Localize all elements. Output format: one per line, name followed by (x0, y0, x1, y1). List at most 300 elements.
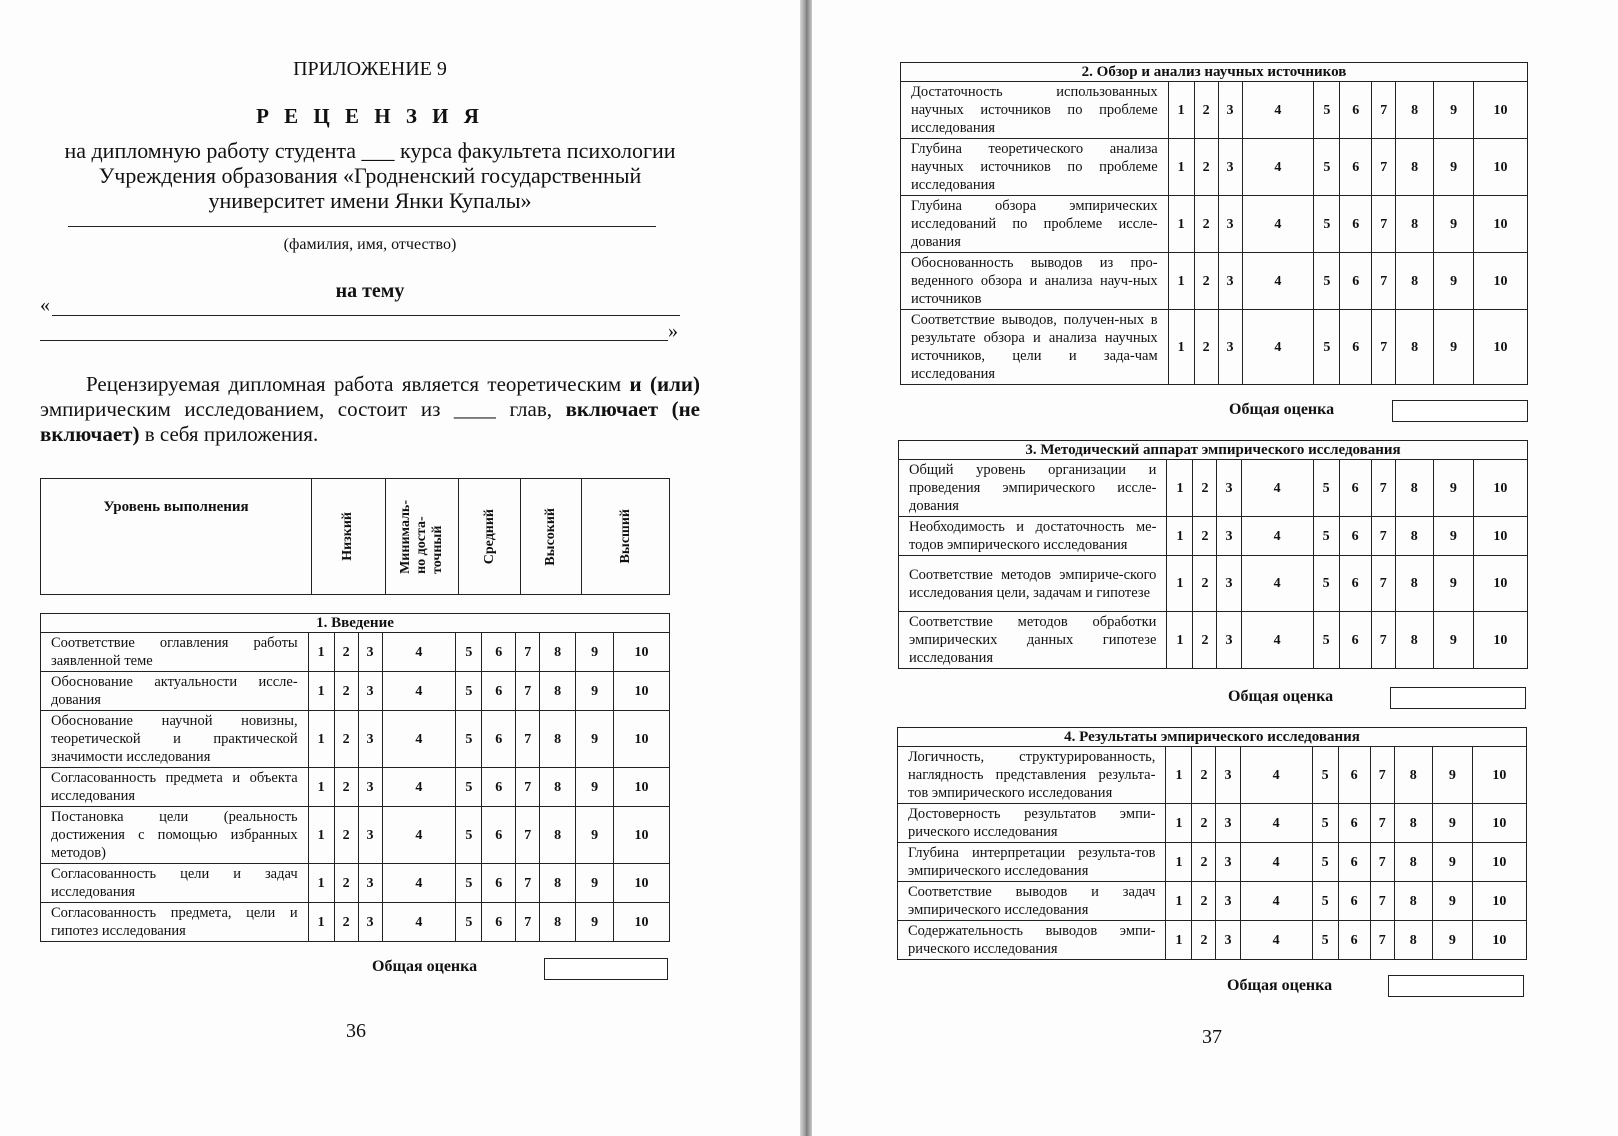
score-option-10[interactable]: 10 (1472, 921, 1526, 960)
criterion-row (898, 882, 1527, 921)
score-option-4[interactable]: 4 (1242, 196, 1314, 253)
score-option-10[interactable]: 10 (1473, 460, 1527, 517)
score-option-1[interactable]: 1 (1166, 882, 1192, 921)
score-option-2[interactable]: 2 (334, 633, 358, 672)
score-option-6[interactable]: 6 (1340, 253, 1372, 310)
total-score-box[interactable] (1390, 687, 1526, 709)
score-option-4[interactable]: 4 (1240, 882, 1312, 921)
criterion-row (899, 612, 1528, 669)
score-option-2[interactable]: 2 (1193, 612, 1217, 669)
score-option-3[interactable]: 3 (1217, 517, 1241, 556)
score-option-10[interactable]: 10 (614, 768, 670, 807)
score-option-9[interactable]: 9 (576, 672, 614, 711)
score-option-4[interactable]: 4 (1240, 747, 1312, 804)
score-option-9[interactable]: 9 (576, 711, 614, 768)
score-option-10[interactable]: 10 (1472, 747, 1526, 804)
total-score-box[interactable] (1392, 400, 1528, 422)
score-option-3[interactable]: 3 (358, 711, 382, 768)
score-option-9[interactable]: 9 (1432, 882, 1472, 921)
score-option-3[interactable]: 3 (358, 864, 382, 903)
score-option-6[interactable]: 6 (1338, 747, 1370, 804)
score-option-1[interactable]: 1 (308, 864, 334, 903)
section-title: 3. Методический аппарат эмпирического исследования (899, 441, 1528, 460)
score-option-8[interactable]: 8 (1395, 556, 1433, 612)
section3-table (898, 440, 1528, 669)
score-option-8[interactable]: 8 (1396, 196, 1434, 253)
criterion-row (899, 517, 1528, 556)
score-option-9[interactable]: 9 (1433, 556, 1473, 612)
score-option-2[interactable]: 2 (1192, 747, 1216, 804)
criterion-label: Согласованность предмета, цели и гипотез исследования (41, 903, 309, 942)
name-underline (68, 226, 656, 227)
score-option-2[interactable]: 2 (334, 807, 358, 864)
score-option-4[interactable]: 4 (382, 903, 456, 942)
score-option-1[interactable]: 1 (308, 768, 334, 807)
level-cell (312, 479, 386, 595)
score-option-8[interactable]: 8 (540, 711, 576, 768)
score-option-9[interactable]: 9 (576, 768, 614, 807)
score-option-8[interactable]: 8 (1395, 517, 1433, 556)
criterion-label: Достаточность использованных научных источников по проблеме исследования (901, 82, 1169, 139)
score-option-8[interactable]: 8 (540, 864, 576, 903)
score-option-5[interactable]: 5 (456, 807, 482, 864)
score-option-3[interactable]: 3 (1217, 556, 1241, 612)
score-option-10[interactable]: 10 (614, 633, 670, 672)
score-option-3[interactable]: 3 (1216, 843, 1240, 882)
score-option-2[interactable]: 2 (334, 711, 358, 768)
score-option-2[interactable]: 2 (1194, 310, 1218, 385)
criterion-label: Обоснование научной новизны, теоретической и практической значимости исследования (41, 711, 309, 768)
score-option-7[interactable]: 7 (1372, 82, 1396, 139)
criterion-row (41, 768, 670, 807)
score-option-10[interactable]: 10 (1472, 804, 1526, 843)
score-option-1[interactable]: 1 (1167, 460, 1193, 517)
score-option-3[interactable]: 3 (358, 807, 382, 864)
criterion-label: Соответствие методов обработки эмпирических данных гипотезе исследования (899, 612, 1167, 669)
score-option-8[interactable]: 8 (1395, 612, 1433, 669)
score-option-4[interactable]: 4 (1241, 517, 1313, 556)
document-title: Р Е Ц Е Н З И Я (256, 104, 484, 128)
score-option-1[interactable]: 1 (1168, 196, 1194, 253)
score-option-1[interactable]: 1 (1166, 804, 1192, 843)
score-option-3[interactable]: 3 (358, 633, 382, 672)
score-option-5[interactable]: 5 (1314, 82, 1340, 139)
score-option-8[interactable]: 8 (540, 768, 576, 807)
score-option-7[interactable]: 7 (1371, 460, 1395, 517)
intro-bold: и (или) (629, 372, 700, 396)
close-quote: » (668, 320, 678, 342)
score-option-1[interactable]: 1 (1168, 253, 1194, 310)
score-option-2[interactable]: 2 (1194, 82, 1218, 139)
criterion-row (901, 253, 1528, 310)
score-option-4[interactable]: 4 (382, 672, 456, 711)
score-option-4[interactable]: 4 (382, 807, 456, 864)
intro-text: эмпирическим исследованием, состоит из ____ глав, (40, 397, 566, 421)
score-option-2[interactable]: 2 (1194, 139, 1218, 196)
score-option-3[interactable]: 3 (1217, 460, 1241, 517)
score-option-4[interactable]: 4 (1241, 556, 1313, 612)
score-option-1[interactable]: 1 (308, 807, 334, 864)
score-option-10[interactable]: 10 (1473, 517, 1527, 556)
document-subtitle (20, 138, 720, 213)
score-option-4[interactable]: 4 (1242, 253, 1314, 310)
score-option-8[interactable]: 8 (1396, 310, 1434, 385)
section2-table (900, 62, 1528, 385)
score-option-6[interactable]: 6 (1340, 139, 1372, 196)
section4-table (897, 727, 1527, 960)
score-option-2[interactable]: 2 (1192, 882, 1216, 921)
intro-bold: включает (не включает) (40, 397, 700, 446)
score-option-7[interactable]: 7 (1370, 747, 1394, 804)
score-option-6[interactable]: 6 (482, 711, 516, 768)
criterion-row (41, 903, 670, 942)
intro-paragraph (40, 372, 700, 447)
criterion-label: Обоснованность выводов из про-веденного обзора и анализа науч-ных источников (901, 253, 1169, 310)
score-option-8[interactable]: 8 (540, 903, 576, 942)
score-option-4[interactable]: 4 (1240, 804, 1312, 843)
score-option-9[interactable]: 9 (1434, 253, 1474, 310)
score-option-5[interactable]: 5 (456, 711, 482, 768)
score-option-7[interactable]: 7 (1370, 804, 1394, 843)
score-option-10[interactable]: 10 (1472, 843, 1526, 882)
score-option-6[interactable]: 6 (482, 672, 516, 711)
name-caption: (фамилия, имя, отчество) (283, 236, 457, 253)
score-option-2[interactable]: 2 (1193, 556, 1217, 612)
score-option-1[interactable]: 1 (1167, 556, 1193, 612)
levels-header-label: Уровень выполнения (41, 479, 312, 595)
score-option-2[interactable]: 2 (334, 903, 358, 942)
score-option-2[interactable]: 2 (1192, 804, 1216, 843)
score-option-7[interactable]: 7 (1371, 517, 1395, 556)
score-option-7[interactable]: 7 (1370, 843, 1394, 882)
score-option-10[interactable]: 10 (1473, 612, 1527, 669)
score-option-9[interactable]: 9 (1434, 310, 1474, 385)
criterion-row (41, 711, 670, 768)
criterion-row (898, 921, 1527, 960)
level-name: Высокий (543, 507, 559, 566)
section-title: 4. Результаты эмпирического исследования (898, 728, 1527, 747)
score-option-9[interactable]: 9 (576, 864, 614, 903)
score-option-1[interactable]: 1 (308, 633, 334, 672)
score-option-9[interactable]: 9 (1434, 82, 1474, 139)
score-option-9[interactable]: 9 (1432, 747, 1472, 804)
score-option-6[interactable]: 6 (482, 903, 516, 942)
score-option-8[interactable]: 8 (1394, 882, 1432, 921)
score-option-6[interactable]: 6 (1338, 921, 1370, 960)
score-option-2[interactable]: 2 (334, 768, 358, 807)
criterion-label: Обоснование актуальности иссле-дования (41, 672, 309, 711)
score-option-1[interactable]: 1 (1168, 82, 1194, 139)
score-option-5[interactable]: 5 (1312, 747, 1338, 804)
score-option-5[interactable]: 5 (1312, 882, 1338, 921)
total-label: Общая оценка (372, 958, 478, 975)
score-option-10[interactable]: 10 (614, 864, 670, 903)
topic-label: на тему (335, 280, 405, 302)
score-option-4[interactable]: 4 (1242, 82, 1314, 139)
score-option-6[interactable]: 6 (1340, 196, 1372, 253)
topic-underline-1 (52, 315, 680, 316)
score-option-2[interactable]: 2 (1194, 253, 1218, 310)
score-option-10[interactable]: 10 (1474, 82, 1528, 139)
score-option-2[interactable]: 2 (1192, 921, 1216, 960)
score-option-1[interactable]: 1 (1166, 747, 1192, 804)
score-option-3[interactable]: 3 (1216, 921, 1240, 960)
section1-table (40, 613, 670, 942)
score-option-2[interactable]: 2 (334, 864, 358, 903)
score-option-5[interactable]: 5 (1312, 921, 1338, 960)
criterion-row (901, 139, 1528, 196)
score-option-2[interactable]: 2 (1193, 517, 1217, 556)
level-cell (385, 479, 459, 595)
score-option-10[interactable]: 10 (1473, 556, 1527, 612)
criterion-label: Соответствие выводов и задач эмпирического исследования (898, 882, 1166, 921)
score-option-6[interactable]: 6 (1340, 82, 1372, 139)
score-option-3[interactable]: 3 (1218, 139, 1242, 196)
score-option-7[interactable]: 7 (1370, 882, 1394, 921)
score-option-5[interactable]: 5 (1314, 310, 1340, 385)
score-option-8[interactable]: 8 (540, 633, 576, 672)
score-option-5[interactable]: 5 (456, 672, 482, 711)
score-option-3[interactable]: 3 (1218, 82, 1242, 139)
score-option-4[interactable]: 4 (1240, 921, 1312, 960)
score-option-3[interactable]: 3 (1218, 310, 1242, 385)
score-option-7[interactable]: 7 (1372, 196, 1396, 253)
criterion-row (41, 864, 670, 903)
score-option-8[interactable]: 8 (1394, 843, 1432, 882)
level-name: Минималь- но доста- точный (398, 499, 445, 574)
score-option-8[interactable]: 8 (1396, 139, 1434, 196)
level-cell (582, 479, 670, 595)
criterion-label: Глубина интерпретации результа-тов эмпирического исследования (898, 843, 1166, 882)
score-option-9[interactable]: 9 (1432, 804, 1472, 843)
level-name: Низкий (340, 512, 356, 561)
score-option-5[interactable]: 5 (1314, 139, 1340, 196)
score-option-5[interactable]: 5 (456, 903, 482, 942)
criterion-row (901, 310, 1528, 385)
score-option-3[interactable]: 3 (358, 672, 382, 711)
score-option-1[interactable]: 1 (308, 903, 334, 942)
total-score-box[interactable] (1388, 975, 1524, 997)
score-option-5[interactable]: 5 (1312, 843, 1338, 882)
score-option-7[interactable]: 7 (516, 711, 540, 768)
score-option-5[interactable]: 5 (1313, 612, 1339, 669)
criterion-label: Постановка цели (реальность достижения с помощью избранных методов) (41, 807, 309, 864)
score-option-9[interactable]: 9 (1433, 460, 1473, 517)
score-option-2[interactable]: 2 (1193, 460, 1217, 517)
score-option-7[interactable]: 7 (1372, 139, 1396, 196)
intro-text: Рецензируемая дипломная работа является теоретическим (86, 372, 630, 396)
score-option-9[interactable]: 9 (1433, 612, 1473, 669)
score-option-4[interactable]: 4 (382, 768, 456, 807)
criterion-label: Содержательность выводов эмпи-рического исследования (898, 921, 1166, 960)
score-option-6[interactable]: 6 (482, 807, 516, 864)
score-option-7[interactable]: 7 (1370, 921, 1394, 960)
score-option-10[interactable]: 10 (614, 807, 670, 864)
score-option-7[interactable]: 7 (516, 903, 540, 942)
score-option-3[interactable]: 3 (1216, 882, 1240, 921)
criterion-row (41, 672, 670, 711)
score-option-10[interactable]: 10 (1474, 253, 1528, 310)
score-option-6[interactable]: 6 (482, 768, 516, 807)
score-option-7[interactable]: 7 (1371, 612, 1395, 669)
score-option-7[interactable]: 7 (1371, 556, 1395, 612)
total-label: Общая оценка (1229, 401, 1335, 418)
score-option-5[interactable]: 5 (456, 768, 482, 807)
score-option-8[interactable]: 8 (1394, 747, 1432, 804)
score-option-1[interactable]: 1 (1167, 612, 1193, 669)
score-option-10[interactable]: 10 (614, 903, 670, 942)
score-option-5[interactable]: 5 (1314, 253, 1340, 310)
score-option-4[interactable]: 4 (382, 864, 456, 903)
score-option-1[interactable]: 1 (1168, 310, 1194, 385)
score-option-10[interactable]: 10 (1474, 196, 1528, 253)
criterion-row (899, 556, 1528, 612)
score-option-6[interactable]: 6 (1340, 310, 1372, 385)
score-option-8[interactable]: 8 (540, 672, 576, 711)
level-name: Средний (481, 508, 497, 565)
score-option-4[interactable]: 4 (1240, 843, 1312, 882)
score-option-10[interactable]: 10 (1474, 310, 1528, 385)
subtitle-line: на дипломную работу студента ___ курса факультета психологии (64, 138, 676, 163)
score-option-1[interactable]: 1 (1168, 139, 1194, 196)
criterion-label: Общий уровень организации и проведения эмпирического иссле-дования (899, 460, 1167, 517)
score-option-1[interactable]: 1 (1166, 921, 1192, 960)
criterion-label: Согласованность цели и задач исследования (41, 864, 309, 903)
score-option-5[interactable]: 5 (456, 864, 482, 903)
score-option-9[interactable]: 9 (576, 633, 614, 672)
score-option-9[interactable]: 9 (1434, 196, 1474, 253)
score-option-7[interactable]: 7 (1372, 310, 1396, 385)
criterion-label: Соответствие оглавления работы заявленной теме (41, 633, 309, 672)
score-option-7[interactable]: 7 (516, 633, 540, 672)
score-option-5[interactable]: 5 (1313, 517, 1339, 556)
score-option-8[interactable]: 8 (1394, 804, 1432, 843)
score-option-9[interactable]: 9 (576, 807, 614, 864)
total-score-box[interactable] (544, 958, 668, 980)
left-page (0, 0, 800, 1136)
score-option-3[interactable]: 3 (1216, 747, 1240, 804)
score-option-2[interactable]: 2 (334, 672, 358, 711)
subtitle-line: Учреждения образования «Гродненский государственный (98, 163, 642, 188)
score-option-6[interactable]: 6 (482, 864, 516, 903)
score-option-10[interactable]: 10 (1474, 139, 1528, 196)
subtitle-line: университет имени Янки Купалы» (208, 188, 532, 213)
criterion-row (898, 804, 1527, 843)
page-number: 36 (346, 1020, 366, 1042)
levels-table (40, 478, 670, 595)
score-option-10[interactable]: 10 (614, 672, 670, 711)
score-option-9[interactable]: 9 (1433, 517, 1473, 556)
score-option-4[interactable]: 4 (382, 633, 456, 672)
criterion-row (901, 82, 1528, 139)
score-option-6[interactable]: 6 (1339, 612, 1371, 669)
score-option-6[interactable]: 6 (1338, 843, 1370, 882)
score-option-5[interactable]: 5 (456, 633, 482, 672)
criterion-row (41, 633, 670, 672)
criterion-row (899, 460, 1528, 517)
criterion-row (898, 747, 1527, 804)
score-option-8[interactable]: 8 (1396, 253, 1434, 310)
score-option-5[interactable]: 5 (1314, 196, 1340, 253)
score-option-6[interactable]: 6 (1338, 804, 1370, 843)
score-option-6[interactable]: 6 (1339, 517, 1371, 556)
score-option-4[interactable]: 4 (1242, 139, 1314, 196)
score-option-5[interactable]: 5 (1312, 804, 1338, 843)
score-option-1[interactable]: 1 (1166, 843, 1192, 882)
score-option-4[interactable]: 4 (382, 711, 456, 768)
criterion-label: Достоверность результатов эмпи-рического исследования (898, 804, 1166, 843)
score-option-7[interactable]: 7 (1372, 253, 1396, 310)
level-cell (520, 479, 581, 595)
book-gutter (800, 0, 812, 1136)
intro-text: в себя приложения. (139, 422, 319, 446)
score-option-8[interactable]: 8 (540, 807, 576, 864)
score-option-10[interactable]: 10 (614, 711, 670, 768)
score-option-4[interactable]: 4 (1241, 612, 1313, 669)
criterion-row (898, 843, 1527, 882)
score-option-6[interactable]: 6 (482, 633, 516, 672)
level-name: Высший (617, 509, 633, 564)
open-quote: « (40, 294, 50, 316)
score-option-5[interactable]: 5 (1313, 460, 1339, 517)
score-option-7[interactable]: 7 (516, 864, 540, 903)
score-option-9[interactable]: 9 (1432, 921, 1472, 960)
score-option-1[interactable]: 1 (308, 672, 334, 711)
criterion-label: Согласованность предмета и объекта исследования (41, 768, 309, 807)
section-title: 2. Обзор и анализ научных источников (901, 63, 1528, 82)
score-option-9[interactable]: 9 (1434, 139, 1474, 196)
score-option-4[interactable]: 4 (1241, 460, 1313, 517)
score-option-7[interactable]: 7 (516, 672, 540, 711)
score-option-10[interactable]: 10 (1472, 882, 1526, 921)
criterion-row (41, 807, 670, 864)
score-option-1[interactable]: 1 (308, 711, 334, 768)
section-title: 1. Введение (41, 614, 670, 633)
topic-underline-2 (40, 340, 668, 341)
score-option-6[interactable]: 6 (1339, 556, 1371, 612)
score-option-1[interactable]: 1 (1167, 517, 1193, 556)
score-option-8[interactable]: 8 (1395, 460, 1433, 517)
score-option-4[interactable]: 4 (1242, 310, 1314, 385)
score-option-7[interactable]: 7 (516, 768, 540, 807)
score-option-6[interactable]: 6 (1338, 882, 1370, 921)
criterion-label: Необходимость и достаточность ме-тодов эмпирического исследования (899, 517, 1167, 556)
score-option-3[interactable]: 3 (358, 903, 382, 942)
score-option-5[interactable]: 5 (1313, 556, 1339, 612)
criterion-label: Соответствие выводов, получен-ных в результате обзора и анализа научных источников, цели и зада-чам исследования (901, 310, 1169, 385)
score-option-8[interactable]: 8 (1394, 921, 1432, 960)
level-cell (459, 479, 520, 595)
criterion-label: Глубина теоретического анализа научных источников по проблеме исследования (901, 139, 1169, 196)
score-option-2[interactable]: 2 (1194, 196, 1218, 253)
criterion-label: Логичность, структурированность, наглядность представления результа-тов эмпирического исследования (898, 747, 1166, 804)
score-option-6[interactable]: 6 (1339, 460, 1371, 517)
score-option-7[interactable]: 7 (516, 807, 540, 864)
score-option-3[interactable]: 3 (1218, 196, 1242, 253)
score-option-9[interactable]: 9 (576, 903, 614, 942)
score-option-3[interactable]: 3 (1218, 253, 1242, 310)
score-option-9[interactable]: 9 (1432, 843, 1472, 882)
score-option-3[interactable]: 3 (1217, 612, 1241, 669)
criterion-label: Глубина обзора эмпирических исследований по проблеме иссле-дования (901, 196, 1169, 253)
page-number: 37 (1202, 1026, 1222, 1048)
criterion-row (901, 196, 1528, 253)
score-option-3[interactable]: 3 (358, 768, 382, 807)
score-option-8[interactable]: 8 (1396, 82, 1434, 139)
criterion-label: Соответствие методов эмпириче-ского исследования цели, задачам и гипотезе (899, 556, 1167, 612)
score-option-3[interactable]: 3 (1216, 804, 1240, 843)
score-option-2[interactable]: 2 (1192, 843, 1216, 882)
